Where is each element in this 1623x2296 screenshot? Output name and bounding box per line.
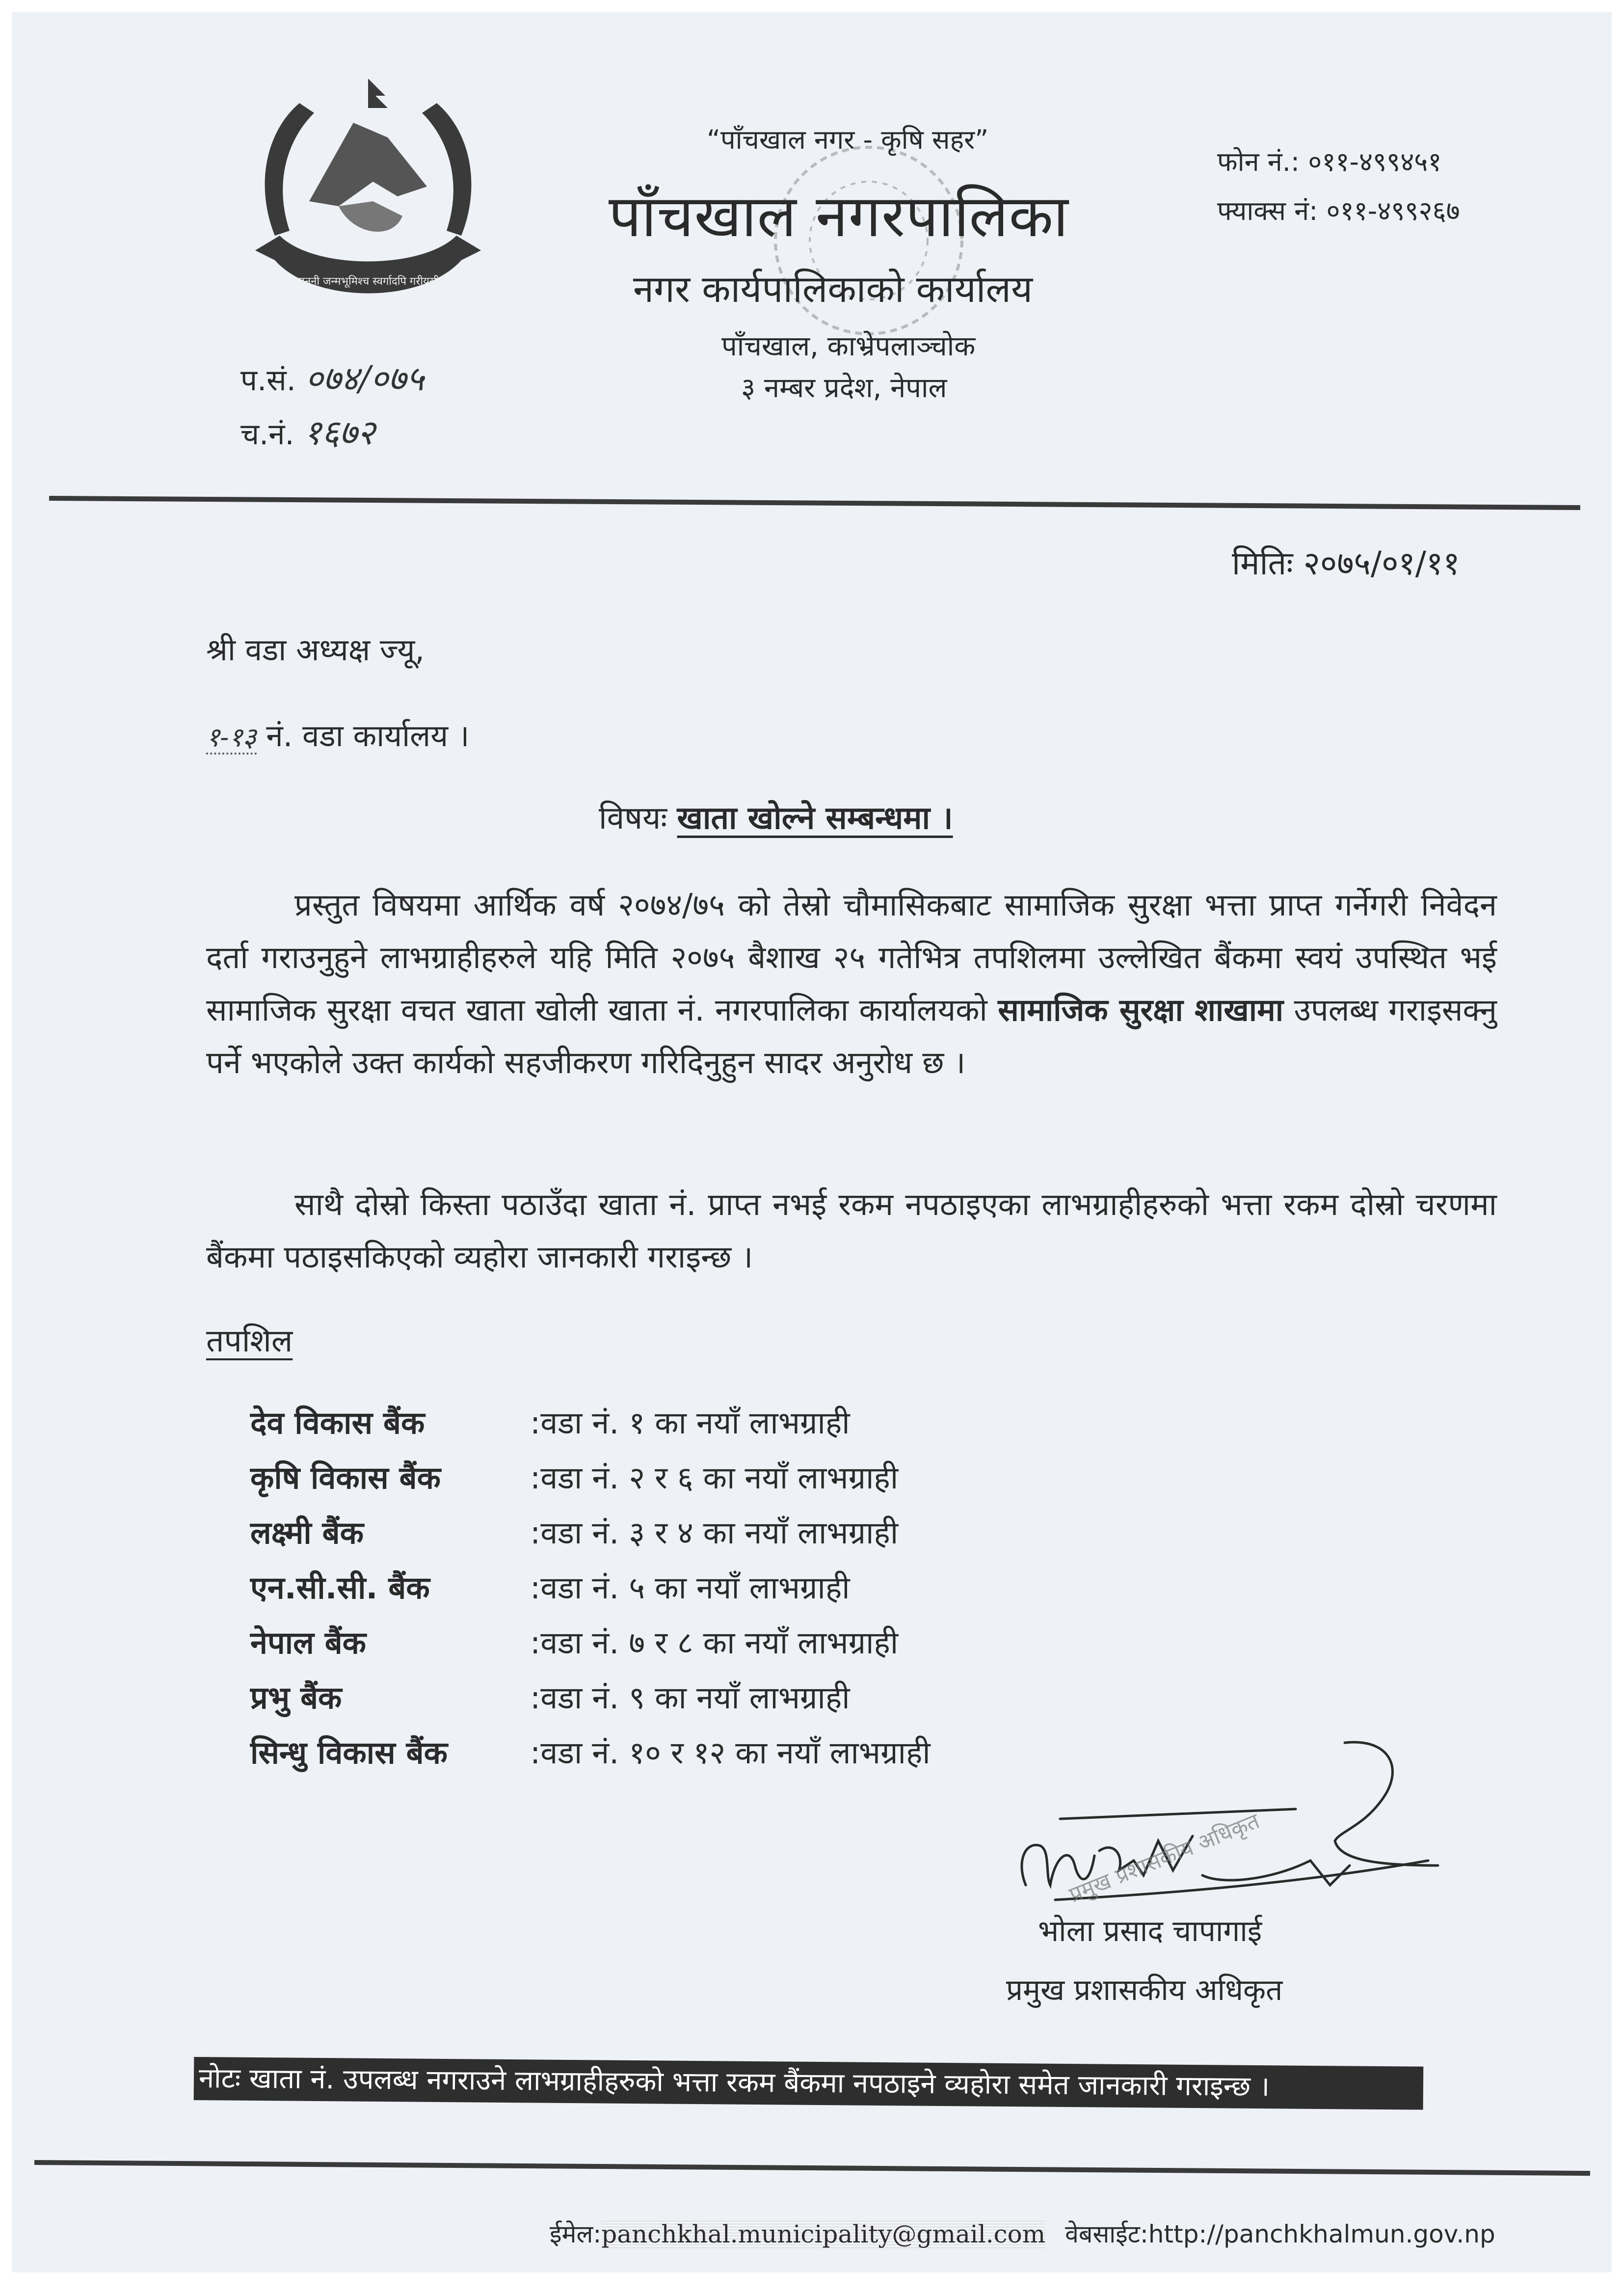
office-name: नगर कार्यपालिकाको कार्यालय: [633, 267, 1033, 311]
letter-date: [1232, 540, 1460, 584]
email-address[interactable]: panchkhal.municipality@gmail.com: [601, 2220, 1046, 2248]
cn-value-handwritten: १६७२: [303, 412, 375, 453]
website-label: वेबसाईट:: [1065, 2220, 1148, 2248]
note-banner: नोटः खाता नं. उपलब्ध नगराउने लाभग्राहीहरुको भत्ता रकम बैंकमा नपठाइने व्यहोरा समेत जानकारी गराइन्छ ।: [194, 2057, 1424, 2110]
bank-row: [250, 1559, 931, 1614]
nepal-emblem-logo: [226, 74, 510, 309]
bank-name: प्रभु बैंक: [250, 1679, 342, 1716]
bank-ward-detail: :वडा नं. ३ र ४ का नयाँ लाभग्राही: [530, 1514, 899, 1551]
bank-ward-detail: :वडा नं. ५ का नयाँ लाभग्राही: [530, 1569, 850, 1606]
bank-ward-detail: :वडा नं. १० र १२ का नयाँ लाभग्राही: [530, 1734, 931, 1771]
signatory-designation: प्रमुख प्रशासकीय अधिकृत: [1006, 1973, 1283, 2007]
bank-row: [250, 1449, 931, 1504]
signatory-name: भोला प्रसाद चापागाई: [1038, 1914, 1262, 1948]
bank-name: सिन्धु विकास बैंक: [250, 1734, 448, 1771]
bank-name: कृषि विकास बैंक: [250, 1459, 441, 1496]
fax-value: ०११-४९९२६७: [1326, 195, 1460, 226]
bank-ward-detail: :वडा नं. २ र ६ का नयाँ लाभग्राही: [530, 1459, 899, 1496]
organization-name: पाँचखाल नगरपालिका: [609, 182, 1069, 250]
subject-line: [599, 795, 953, 838]
bank-row: [250, 1724, 931, 1779]
phone-value: ०११-४९९४५१: [1308, 146, 1442, 177]
date-value: २०७५/०१/११: [1303, 544, 1460, 582]
bank-row: [250, 1394, 931, 1449]
tapshil-heading: तपशिल: [206, 1323, 293, 1359]
address-line-1: पाँचखाल, काभ्रेपलाञ्चोक: [721, 330, 976, 362]
address-line-2: ३ नम्बर प्रदेश, नेपाल: [741, 372, 947, 404]
ward-range-handwritten: १-१३: [206, 722, 257, 755]
paragraph-1-end: उपलब्ध गराइसक्नु पर्ने भएकोले उक्त कार्यको सहजीकरण गरिदिनुहुन सादर अनुरोध छ ।: [206, 992, 1497, 1080]
email-label: ईमेल:: [550, 2220, 602, 2248]
addressee-line-1: श्री वडा अध्यक्ष ज्यू,: [206, 632, 425, 668]
phone-number: [1217, 142, 1441, 179]
fax-label: फ्याक्स नं:: [1217, 195, 1318, 226]
paragraph-1-text: प्रस्तुत विषयमा आर्थिक वर्ष २०७४/७५ को तेस्रो चौमासिकबाट सामाजिक सुरक्षा भत्ता प्राप्त गर्नेगरी निवेदन दर्ता गराउनुहुने लाभग्राहीहरुले यहि मिति २०७५ बैशाख २५ गतेभित्र तपशिलमा उल्लेखित बैंकमा स्वयं उपस्थित भई सामाजिक सुरक्षा वचत खाता खोली खाता नं. नगरपालिका कार्यालयको: [206, 887, 1497, 1028]
dispatch-number: [240, 407, 375, 455]
fax-number: [1217, 191, 1460, 228]
bank-ward-detail: :वडा नं. ९ का नयाँ लाभग्राही: [530, 1679, 850, 1716]
bank-ward-detail: :वडा नं. ७ र ८ का नयाँ लाभग्राही: [530, 1624, 899, 1661]
flag-icon: [368, 79, 388, 108]
bank-row: [250, 1504, 931, 1559]
bank-row: [250, 1614, 931, 1669]
paragraph-2-text: साथै दोस्रो किस्ता पठाउँदा खाता नं. प्राप्त नभई रकम नपठाइएका लाभग्राहीहरुको भत्ता रकम दोस्रो चरणमा बैंकमा पठाइसकिएको व्यहोरा जानकारी गराइन्छ ।: [206, 1187, 1497, 1275]
bank-name: लक्ष्मी बैंक: [250, 1514, 364, 1551]
body-paragraph-2: [206, 1178, 1497, 1283]
addressee-line-2: [206, 714, 469, 756]
bank-list: [250, 1394, 931, 1779]
ps-value-handwritten: ०७४/०७५: [305, 358, 424, 399]
addressee-office: नं. वडा कार्यालय ।: [266, 718, 470, 754]
body-paragraph-1: [206, 879, 1497, 1089]
subject-label: विषयः: [599, 800, 667, 837]
paragraph-1-bold: सामाजिक सुरक्षा शाखामा: [998, 992, 1284, 1028]
bank-name: एन.सी.सी. बैंक: [250, 1569, 430, 1606]
ps-label: प.सं.: [240, 363, 296, 398]
bank-row: [250, 1669, 931, 1724]
bank-ward-detail: :वडा नं. १ का नयाँ लाभग्राही: [530, 1405, 850, 1441]
phone-label: फोन नं.:: [1217, 146, 1300, 177]
designation-stamp: प्रमुख प्रशासकीय अधिकृत: [1065, 1808, 1263, 1908]
bank-name: देव विकास बैंक: [250, 1405, 425, 1441]
cn-label: च.नं.: [240, 417, 294, 452]
website-url[interactable]: http://panchkhalmun.gov.np: [1148, 2220, 1495, 2248]
emblem-motto: जननी जन्मभूमिश्च स्वर्गादपि गरीयसी: [296, 275, 440, 288]
slogan: “पाँचखाल नगर - कृषि सहर”: [707, 124, 989, 155]
date-label: मितिः: [1232, 544, 1293, 582]
footer-contact: [550, 2216, 1495, 2250]
letter-reference: [240, 353, 424, 401]
subject-text: खाता खोल्ने सम्बन्धमा ।: [677, 800, 953, 837]
bank-name: नेपाल बैंक: [250, 1624, 367, 1661]
